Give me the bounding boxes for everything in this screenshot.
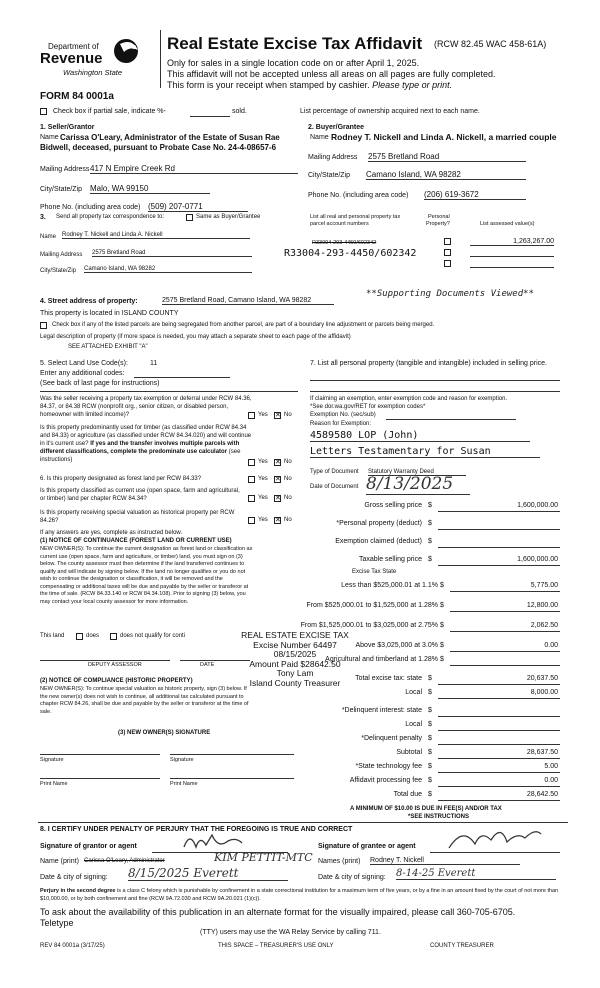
treasurer-space-label: THIS SPACE – TREASURER'S USE ONLY <box>218 943 334 949</box>
revenue-logo-text: Revenue <box>40 50 103 67</box>
washington-state-label: Washington State <box>63 68 123 77</box>
seller-mailing-value[interactable]: 417 N Empire Creek Rd <box>90 164 298 174</box>
personal-property-checkbox-1[interactable] <box>444 238 451 245</box>
q1-no-checkbox[interactable]: ✕ <box>275 412 281 419</box>
same-as-buyer-label: Same as Buyer/Grantee <box>196 214 261 220</box>
sold-label: sold. <box>232 108 247 115</box>
signature-label-2: Signature <box>170 757 194 763</box>
calc-delinq-int: *Delinquent interest: state $ <box>310 707 560 717</box>
parcel-struck-value[interactable]: R33004-293-4450/602342 <box>312 240 377 246</box>
certify-title: 8. I CERTIFY UNDER PENALTY OF PERJURY THAT THE FOREGOING IS TRUE AND CORRECT <box>40 826 353 833</box>
excise-state-label: Excise Tax State <box>352 569 397 575</box>
does-not-checkbox[interactable] <box>110 633 117 640</box>
does-checkbox[interactable] <box>76 633 83 640</box>
doc-type-label: Type of Document <box>310 469 359 475</box>
supporting-docs-stamp: **Supporting Documents Viewed** <box>366 289 534 299</box>
calc-t1: Less than $525,000.01 at 1.1% $ 5,775.00 <box>310 582 560 592</box>
notice1-text: NEW OWNER(S): To continue the current designation as forest land or classification as current use (open space, farm and agriculture, or timber) land, you must sign on (3) below. The county assessor must then determine if the land transferred continues to qualify and will indicate by signing below. If the land no longer qualifies or you do not wish to continue the designation or classification, it will be removed and the compensating or additional taxes will be due and payable by the seller or transferor at the time of sale. (RCW 84.33.140 or RCW 84.34.108). Prior to signing (3) below, you may contact your local county assessor for more information. <box>40 546 253 605</box>
q2-no-label: No <box>284 459 292 465</box>
corr-name-value[interactable]: Rodney T. Nickell and Linda A. Nickell <box>62 232 250 239</box>
seller-city-value[interactable]: Malo, WA 99150 <box>90 184 210 194</box>
stamp-line-4: Amount Paid $28642.50 <box>249 658 341 669</box>
doc-type-value[interactable]: Statutory Warranty Deed <box>368 469 466 476</box>
seller-phone-value[interactable]: (509) 207-0771 <box>148 202 248 212</box>
segregation-checkbox[interactable] <box>40 322 47 329</box>
exemption-line-2: *See dor.wa.gov/RET for exemption codes* <box>310 404 426 410</box>
calc-personal: *Personal property (deduct) $ <box>310 520 560 530</box>
corr-city-value[interactable]: Camano Island, WA 98282 <box>84 266 252 273</box>
q6-no-label: No <box>284 476 292 482</box>
taxable-value[interactable]: 1,600,000.00 <box>517 556 558 563</box>
stamp-line-1: REAL ESTATE EXCISE TAX <box>241 630 349 640</box>
t3-value[interactable]: 2,062.50 <box>530 622 558 629</box>
calc-subtotal: Subtotal $ 28,637.50 <box>310 749 560 759</box>
seller-section-title: 1. Seller/Grantor <box>40 124 95 131</box>
calc-local: Local $ 8,000.00 <box>310 689 560 699</box>
buyer-phone-value[interactable]: (206) 619-3672 <box>424 190 526 200</box>
q6-no-checkbox[interactable]: ✕ <box>275 476 281 483</box>
t1-value[interactable]: 5,775.00 <box>530 582 558 589</box>
q1-yes-checkbox[interactable] <box>248 412 255 419</box>
stamp-line-3: 08/15/2025 <box>273 649 317 659</box>
q3-text: Is this property classified as current use (open space, farm and agricultural, or timber) land per chapter RCW 84.34? <box>40 488 240 502</box>
land-use-title: 5. Select Land Use Code(s): <box>40 360 128 367</box>
header-line-2: This affidavit will not be accepted unless all areas on all pages are fully completed. <box>167 69 496 79</box>
corr-section-number: 3. <box>40 214 46 221</box>
calc-total-excise: Total excise tax: state $ 20,637.50 <box>310 675 560 685</box>
name-print-label: Name (print) <box>40 858 79 865</box>
county-treasurer-label: COUNTY TREASURER <box>430 943 494 949</box>
q2-text: Is this property predominantly used for timber (as classified under RCW 84.34 and 84.33) or agriculture (as classified under RCW 84.34.020) and will continue in it's current use? If yes and the transfer involves multiple parcels with different classifications, complete the predominate use calculator (see instructions) <box>40 425 252 463</box>
dept-of-label: Department of <box>48 42 99 51</box>
exemption-reason-2[interactable]: Letters Testamentary for Susan <box>310 446 540 458</box>
property-section-title: 4. Street address of property: <box>40 298 138 305</box>
buyer-mailing-label: Mailing Address <box>308 154 358 161</box>
stamp-line-6: Island County Treasurer <box>249 677 341 688</box>
section6-text: 6. Is this property designated as forest land per RCW 84.33? <box>40 476 202 482</box>
partial-sale-checkbox[interactable] <box>40 108 47 115</box>
revenue-logo-icon <box>110 36 146 68</box>
seller-name-label: Name <box>40 134 59 141</box>
calc-t4: Above $3,025,000 at 3.0% $ 0.00 <box>310 642 560 652</box>
buyer-section-title: 2. Buyer/Grantee <box>308 124 365 131</box>
q1-no-label: No <box>284 412 292 418</box>
personal-property-checkbox-3[interactable] <box>444 260 451 267</box>
does-not-label: does not qualify for conti <box>120 633 186 639</box>
stamp-line-2: Excise Number 64497 <box>253 639 337 650</box>
q2-yes-label: Yes <box>258 459 268 465</box>
sig-grantee-label: Signature of grantee or agent <box>318 843 416 850</box>
calc-aff-fee: Affidavit processing fee $ 0.00 <box>310 777 560 787</box>
calc-total-due: Total due $ 28,642.50 <box>310 791 560 801</box>
grantor-date-city[interactable]: 8/15/2025 Everett <box>128 866 288 881</box>
t4-value[interactable]: 0.00 <box>544 642 558 649</box>
parcel-stamped-value[interactable]: R33004-293-4450/602342 <box>284 248 417 259</box>
teletype-label: Teletype <box>40 918 74 928</box>
new-owner-sig-title: (3) NEW OWNER(S) SIGNATURE <box>118 730 211 736</box>
exemption-wac-label: Exemption No. (sec/sub) <box>310 412 376 418</box>
exemption-reason-label: Reason for Exemption: <box>310 421 372 427</box>
stamp-line-5: Tony Lam <box>276 668 314 678</box>
property-address[interactable]: 2575 Bretland Road, Camano Island, WA 98282 <box>162 297 334 305</box>
names-print-label: Names (print) <box>318 858 361 865</box>
grantee-date-city[interactable]: 8-14-25 Everett <box>396 868 556 880</box>
sig-grantor-label: Signature of grantor or agent <box>40 843 137 850</box>
calc-local-2: Local $ <box>310 721 560 731</box>
parcels-header-1: List all real and personal property tax <box>310 214 401 220</box>
personal-prop-title: 7. List all personal property (tangible and intangible) included in selling price. <box>310 360 547 367</box>
personal-property-checkbox-2[interactable] <box>444 249 451 256</box>
local-value[interactable]: 8,000.00 <box>530 689 558 696</box>
alternate-format-note: To ask about the availability of this publication in an alternate format for the visually impaired, please call 360-705-6705. <box>40 907 516 917</box>
seller-name-value[interactable]: Carissa O'Leary, Administrator of the Estate of Susan Rae <box>60 133 280 142</box>
rev-number: REV 84 0001a (3/17/25) <box>40 943 105 949</box>
grantee-signature <box>445 822 545 856</box>
rcw-reference: (RCW 82.45 WAC 458-61A) <box>434 39 547 49</box>
q2-yes-checkbox[interactable] <box>248 459 255 466</box>
buyer-name-value[interactable]: Rodney T. Nickell and Linda A. Nickell, a married couple <box>331 132 557 142</box>
corr-name-label: Name <box>40 234 57 240</box>
assessed-value[interactable]: 1,263,267.00 <box>470 238 554 246</box>
perjury-note: Perjury in the second degree is a class C felony which is punishable by confinement in a state correctional institution for a maximum term of five years, or by a fine in an amount fixed by the court of not more than $10,000.00, or by both confinement and fine (RCW 9A.72.030 and RCW 9A.20.021 (1)(c)). <box>40 888 559 902</box>
personal-header-2: Property? <box>426 221 450 227</box>
tech-fee-value[interactable]: 5.00 <box>544 763 558 770</box>
deputy-date-label: DATE <box>200 662 215 668</box>
calc-t5: Agricultural and timberland at 1.28% $ <box>310 656 560 666</box>
calc-taxable: Taxable selling price $ 1,600,000.00 <box>310 556 560 566</box>
grantee-printed-name[interactable]: Rodney T. Nickell <box>370 857 520 865</box>
q4-yes-label: Yes <box>258 517 268 523</box>
grantor-hw-name[interactable]: KIM PETTIT-MTC <box>214 851 313 864</box>
q4-yes-checkbox[interactable] <box>248 517 255 524</box>
exhibit-value[interactable]: SEE ATTACHED EXHIBIT "A" <box>68 344 148 350</box>
buyer-mailing-value[interactable]: 2575 Bretland Road <box>368 152 526 162</box>
buyer-name-label: Name <box>310 134 329 141</box>
form-number: FORM 84 0001a <box>40 91 114 102</box>
notice2-title: (2) NOTICE OF COMPLIANCE (HISTORIC PROPERTY) <box>40 678 193 684</box>
header-line-3: This form is your receipt when stamped by cashier. Please type or print. <box>167 80 453 90</box>
corr-mailing-value[interactable]: 2575 Bretland Road <box>92 250 252 257</box>
q3-yes-checkbox[interactable] <box>248 495 255 502</box>
date-city-label-2: Date & city of signing: <box>318 874 386 881</box>
seller-name-value-2[interactable]: Bidwell, deceased, pursuant to Probate Case No. 24-4-08657-6 <box>40 143 277 152</box>
calc-delinq-pen: *Delinquent penalty $ <box>310 735 560 745</box>
seller-phone-label: Phone No. (including area code) <box>40 204 141 211</box>
personal-header-1: Personal <box>428 214 450 220</box>
corr-city-label: City/State/Zip <box>40 268 77 274</box>
property-county: This property is located in ISLAND COUNTY <box>40 310 179 317</box>
calc-t2: From $525,000.01 to $1,525,000 at 1.28% $ 12,800.00 <box>310 602 560 612</box>
land-use-code[interactable]: 11 <box>150 360 158 367</box>
t2-value[interactable]: 12,800.00 <box>526 602 558 609</box>
q4-text: Is this property receiving special valuation as historical property per RCW 84.26? <box>40 510 235 524</box>
legal-desc-label: Legal description of property (if more space is needed, you may attach a separate sheet to each page of the affidavit) <box>40 334 351 340</box>
q6-yes-checkbox[interactable] <box>248 476 255 483</box>
deputy-assessor-label: DEPUTY ASSESSOR <box>88 662 142 668</box>
buyer-phone-label: Phone No. (including area code) <box>308 192 409 199</box>
additional-codes-label: Enter any additional codes: <box>40 370 125 377</box>
calc-gross: Gross selling price $ 1,600,000.00 <box>310 502 560 512</box>
same-as-buyer-checkbox[interactable] <box>186 214 193 221</box>
date-city-label-1: Date & city of signing: <box>40 874 108 881</box>
does-label: does <box>86 633 100 639</box>
corr-mailing-label: Mailing Address <box>40 252 83 258</box>
partial-sale-label: Check box if partial sale, indicate %- <box>53 108 166 115</box>
parcels-header-2: parcel account numbers <box>310 221 369 227</box>
form-title: Real Estate Excise Tax Affidavit <box>167 34 423 53</box>
print-name-label-1: Print Name <box>40 781 68 787</box>
q4-no-checkbox[interactable]: ✕ <box>275 517 281 524</box>
ownership-note: List percentage of ownership acquired next to each name. <box>300 108 480 115</box>
grantor-printed-name[interactable]: Carissa O'Leary, Administrator <box>84 858 165 864</box>
corr-label: Send all property tax correspondence to: <box>56 214 165 220</box>
gross-value[interactable]: 1,600,000.00 <box>517 502 558 509</box>
notice1-title: (1) NOTICE OF CONTINUANCE (FOREST LAND OR CURRENT USE) <box>40 538 232 544</box>
calc-tech-fee: *State technology fee $ 5.00 <box>310 763 560 773</box>
exemption-line-1: If claiming an exemption, enter exemption code and reason for exemption. <box>310 396 508 402</box>
buyer-city-value[interactable]: Camano Island, WA 98282 <box>366 170 526 180</box>
q2-no-checkbox[interactable]: ✕ <box>275 459 281 466</box>
aff-fee-value[interactable]: 0.00 <box>544 777 558 784</box>
if-yes-note: If any answers are yes, complete as instructed below. <box>40 530 183 536</box>
doc-date-label: Date of Document <box>310 484 359 490</box>
notice2-text: NEW OWNER(S): To continue special valuation as historic property, sign (3) below. If the new owner(s) does not wish to continue, all additional tax calculated pursuant to chapter RCW 84.26, shall be due and payable by the seller or transferor at the time of sale. <box>40 686 249 715</box>
print-name-label-2: Print Name <box>170 781 198 787</box>
exemption-reason-1[interactable]: 4589580 LOP (John) <box>310 430 530 442</box>
seller-city-label: City/State/Zip <box>40 186 83 193</box>
land-use-note: (See back of last page for instructions) <box>40 380 160 387</box>
calc-exempt: Exemption claimed (deduct) $ <box>310 538 560 548</box>
q4-no-label: No <box>284 517 292 523</box>
seller-mailing-label: Mailing Address <box>40 166 90 173</box>
assessed-header: List assessed value(s) <box>480 221 535 227</box>
header-line-1: Only for sales in a single location code on or after April 1, 2025. <box>167 58 420 68</box>
doc-date-value[interactable]: 8/13/2025 <box>366 474 470 495</box>
see-instructions-note: *SEE INSTRUCTIONS <box>408 814 470 820</box>
calc-t3: From $1,525,000.01 to $3,025,000 at 2.75% $ 2,062.50 <box>310 622 560 632</box>
q1-text: Was the seller receiving a property tax exemption or deferral under RCW 84.36, 84.37, or 84.38 RCW (nonprofit org., senior citizen, or disabled person, homeowner with limited income)? <box>40 396 252 418</box>
q1-yes-label: Yes <box>258 412 268 418</box>
q3-yes-label: Yes <box>258 495 268 501</box>
segregation-label: Check box if any of the listed parcels are being segregated from another parcel, are part of a boundary line adjustment or parcels being merged. <box>52 322 435 328</box>
q3-no-label: No <box>284 495 292 501</box>
signature-label-1: Signature <box>40 757 64 763</box>
subtotal-value[interactable]: 28,637.50 <box>526 749 558 756</box>
minimum-due-note: A MINIMUM OF $10.00 IS DUE IN FEE(S) AND/OR TAX <box>350 806 502 812</box>
total-due-value[interactable]: 28,642.50 <box>526 791 558 798</box>
this-land-label: This land <box>40 633 65 639</box>
total-excise-value[interactable]: 20,637.50 <box>526 675 558 682</box>
q3-no-checkbox[interactable]: ✕ <box>275 495 281 502</box>
q6-yes-label: Yes <box>258 476 268 482</box>
buyer-city-label: City/State/Zip <box>308 172 351 179</box>
tty-note: (TTY) users may use the WA Relay Service by calling 711. <box>200 929 381 936</box>
